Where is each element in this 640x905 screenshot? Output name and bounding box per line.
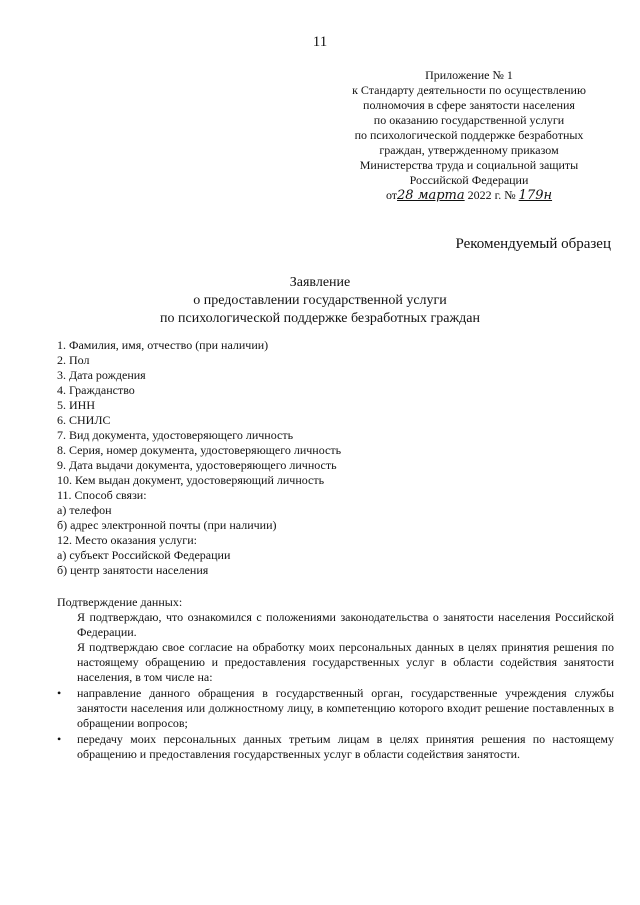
field-item: 9. Дата выдачи документа, удостоверяющего личность [57,458,337,472]
consent-bullet-list [57,686,614,762]
appendix-line: полномочия в сфере занятости населения [363,98,575,112]
field-item: б) адрес электронной почты (при наличии) [57,518,277,532]
field-item: 7. Вид документа, удостоверяющего личность [57,428,294,442]
title-line: по психологической поддержке безработных граждан [160,311,480,326]
handwritten-date: 28 марта [397,188,465,203]
bullet-text: направление данного обращения в государственный орган, государственные учреждения службы занятости населения или должностному лицу, в компетенцию которого входит решение поставленных в обращении вопросов; [77,686,614,731]
appendix-line: Приложение № 1 [425,68,513,82]
field-item: 5. ИНН [57,398,95,412]
confirmation-paragraph-2: Я подтверждаю свое согласие на обработку моих персональных данных в целях принятия решения по настоящему обращению и предоставления государственных услуг в области содействия занятости населения, в том числе на: [77,640,614,685]
appendix-line: по психологической поддержке безработных [354,128,584,142]
appendix-header [338,68,600,203]
appendix-line: Российской Федерации [409,173,529,187]
title-line: о предоставлении государственной услуги [193,293,447,308]
date-year: 2022 г. № [467,188,516,202]
field-item: 11. Способ связи: [57,488,147,502]
document-title [0,274,640,328]
field-item: 8. Серия, номер документа, удостоверяющего личность [57,443,342,457]
field-item: 2. Пол [57,353,90,367]
appendix-line: к Стандарту деятельности по осуществлению [352,83,586,97]
field-item: 4. Гражданство [57,383,135,397]
date-prefix: от [385,188,398,202]
order-date-line [338,188,600,203]
handwritten-order-number: 179н [518,188,553,203]
field-item: 1. Фамилия, имя, отчество (при наличии) [57,338,269,352]
bullet-icon: • [57,686,62,700]
field-item: 3. Дата рождения [57,368,146,382]
title-line: Заявление [289,275,351,290]
consent-bullet-item [57,686,614,732]
appendix-line: граждан, утвержденному приказом [379,143,559,157]
appendix-line: по оказанию государственной услуги [373,113,565,127]
field-item: 6. СНИЛС [57,413,111,427]
page-number: 11 [312,34,328,50]
application-fields-list [57,338,341,578]
field-item: б) центр занятости населения [57,563,209,577]
field-item: а) субъект Российской Федерации [57,548,231,562]
bullet-icon: • [57,731,62,746]
consent-bullet-item [57,732,614,762]
appendix-line: Министерства труда и социальной защиты [359,158,579,172]
field-item: 10. Кем выдан документ, удостоверяющий личность [57,473,325,487]
bullet-text: передачу моих персональных данных третьим лицам в целях принятия решения по настоящему обращению и предоставления государственных услуг в области содействия занятости. [77,731,614,761]
confirmation-heading: Подтверждение данных: [57,595,183,609]
field-item: а) телефон [57,503,112,517]
confirmation-paragraph-1: Я подтверждаю, что ознакомился с положениями законодательства о занятости населения Российской Федерации. [77,610,614,640]
recommended-sample-label: Рекомендуемый образец [455,236,611,252]
field-item: 12. Место оказания услуги: [57,533,197,547]
